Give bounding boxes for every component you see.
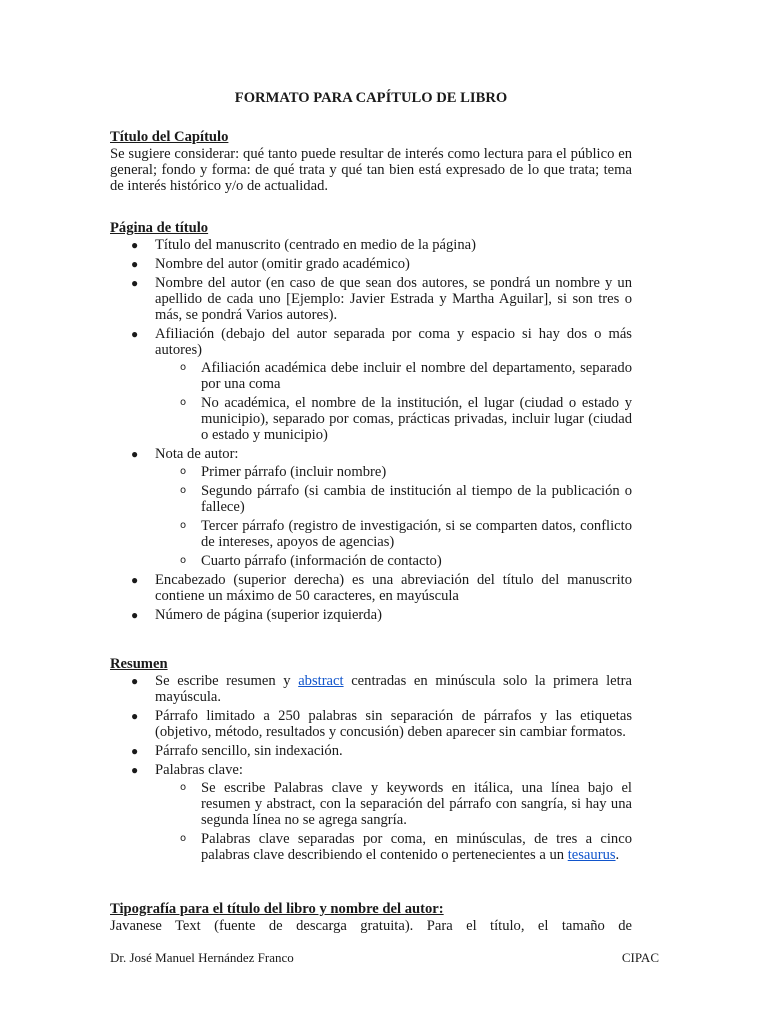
sub-list-item: o No académica, el nombre de la institución, el lugar (ciudad o estado y municipio), separado por comas, prácticas privadas, incluir lugar (ciudad o estado y municipio): [180, 395, 632, 443]
sub-list-item: o Cuarto párrafo (información de contacto): [180, 553, 442, 569]
circle-bullet-icon: o: [180, 466, 187, 477]
sub-list-item: o Afiliación académica debe incluir el nombre del departamento, separado por una coma: [180, 360, 632, 392]
sub-list-item: o Palabras clave separadas por coma, en minúsculas, de tres a cinco palabras clave describiendo el contenido o pertenecientes a un tesaurus.: [180, 831, 632, 863]
bullet-icon: ●: [131, 238, 139, 252]
sub-list-item: o Segundo párrafo (si cambia de institución al tiempo de la publicación o fallece): [180, 483, 632, 515]
list-item: ● Número de página (superior izquierda): [131, 607, 382, 623]
circle-bullet-icon: o: [180, 485, 187, 496]
sub-list: [155, 464, 632, 569]
list-item: ● Afiliación (debajo del autor separada por coma y espacio si hay dos o más autores) o Afiliación académica debe incluir el nombre del departamento, separado por una coma o No académica, el nombre de la institución, el lugar (ciudad o estado y municipio), separado por comas, prácticas privadas, incluir lugar (ciudad o estado y municipio): [110, 326, 632, 443]
list-item: ● Párrafo limitado a 250 palabras sin separación de párrafos y las etiquetas (objetivo, método, resultados y concusión) deben aparecer sin cambiar formatos.: [131, 708, 632, 740]
bullet-icon: ●: [131, 608, 139, 622]
list-item: ● Párrafo sencillo, sin indexación.: [131, 743, 343, 759]
sub-list-item: o Se escribe Palabras clave y keywords en itálica, una línea bajo el resumen y abstract, con la separación del párrafo con sangría, si hay una segunda línea no se agrega sangría.: [180, 780, 632, 828]
sub-list: [155, 360, 632, 443]
list-item: ● Palabras clave: o Se escribe Palabras clave y keywords en itálica, una línea bajo el resumen y abstract, con la separación del párrafo con sangría, si hay una segunda línea no se agrega sangría. o Palabras clave separadas por coma, en minúsculas, de tres a cinco palabras clave describiendo el contenido o pertenecientes a un tesaurus.: [110, 762, 632, 863]
section-heading: Título del Capítulo: [110, 129, 229, 145]
bullet-icon: ●: [131, 744, 139, 758]
document-title: FORMATO PARA CAPÍTULO DE LIBRO: [234, 90, 508, 106]
circle-bullet-icon: o: [180, 782, 187, 793]
paragraph: Se sugiere considerar: qué tanto puede resultar de interés como lectura para el público en general; fondo y forma: de qué trata y qué tan bien está expresado de lo que trata; tema de interés histórico y/o de actualidad.: [110, 146, 632, 194]
section-abstract: [110, 656, 632, 866]
bullet-icon: ●: [131, 674, 139, 688]
list-item: ● Encabezado (superior derecha) es una abreviación del título del manuscrito contiene un máximo de 50 caracteres, en mayúscula: [131, 572, 632, 604]
section-heading: Página de título: [110, 220, 209, 236]
list-item: ● Título del manuscrito (centrado en medio de la página): [131, 237, 476, 253]
bullet-icon: ●: [131, 257, 139, 271]
section-title-page: [110, 220, 632, 626]
list-item: ● Se escribe resumen y abstract centradas en minúscula solo la primera letra mayúscula.: [131, 673, 633, 705]
bullet-list: [110, 237, 632, 623]
bullet-icon: ●: [131, 327, 139, 341]
footer-org: CIPAC: [621, 950, 659, 965]
bullet-icon: ●: [131, 763, 139, 777]
list-item: ● Nombre del autor (omitir grado académico): [131, 256, 410, 272]
tesaurus-link[interactable]: tesaurus: [567, 847, 616, 863]
circle-bullet-icon: o: [180, 362, 187, 373]
circle-bullet-icon: o: [180, 555, 187, 566]
sub-list: [155, 780, 632, 863]
sub-list-item: o Tercer párrafo (registro de investigación, si se comparten datos, conflicto de intereses, apoyos de agencias): [180, 518, 632, 550]
sub-list-item: o Primer párrafo (incluir nombre): [180, 464, 387, 480]
bullet-icon: ●: [131, 276, 139, 290]
circle-bullet-icon: o: [180, 397, 187, 408]
abstract-link[interactable]: abstract: [298, 673, 344, 689]
list-item: ● Nota de autor: o Primer párrafo (incluir nombre) o Segundo párrafo (si cambia de institución al tiempo de la publicación o fallece) o Tercer párrafo (registro de investigación, si se comparten datos, conflicto de intereses, apoyos de agencias) o Cuarto párrafo (información de contacto): [110, 446, 632, 569]
section-chapter-title: [110, 129, 632, 194]
page-footer: [110, 950, 659, 966]
section-heading: Resumen: [110, 656, 168, 672]
list-item: ● Nombre del autor (en caso de que sean dos autores, se pondrá un nombre y un apellido de cada uno [Ejemplo: Javier Estrada y Martha Aguilar], si son tres o más, se pondrá Varios autores).: [131, 275, 632, 323]
bullet-list: [110, 673, 632, 863]
section-heading: Tipografía para el título del libro y nombre del autor:: [110, 901, 444, 917]
bullet-icon: ●: [131, 573, 139, 587]
section-typography: [110, 901, 632, 934]
bullet-icon: ●: [131, 447, 139, 461]
circle-bullet-icon: o: [180, 833, 187, 844]
circle-bullet-icon: o: [180, 520, 187, 531]
bullet-icon: ●: [131, 709, 139, 723]
footer-author: Dr. José Manuel Hernández Franco: [110, 950, 294, 965]
paragraph: Javanese Text (fuente de descarga gratuita). Para el título, el tamaño de: [110, 918, 632, 934]
